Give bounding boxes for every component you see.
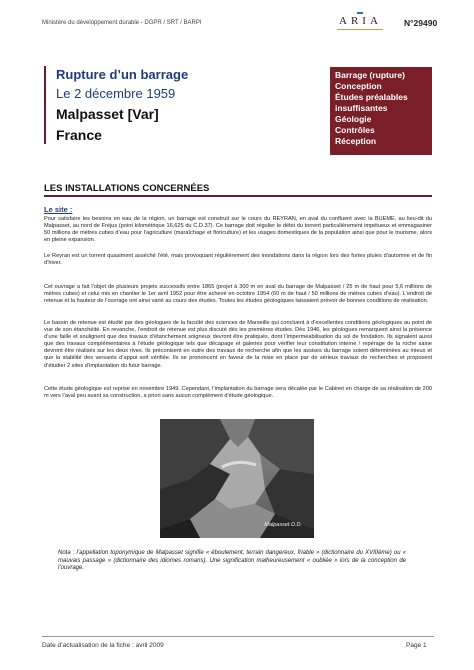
- aria-logo: [331, 12, 389, 36]
- page-number: Page 1: [406, 642, 427, 649]
- event-date: Le 2 décembre 1959: [56, 86, 176, 101]
- paragraph-site-description: Pour satisfaire les besoins en eau de la région, un barrage est construit sur le cours du REYRAN, en aval du confluent avec la BUEME, au lieu-dit du Malpasset, au nord de Fréjus (point kilométrique 16,625 du C.D.37). Ce barrage doit régulier le débit du torrent particulièrement impétueux et emmagasiner 50 millions de mètres cubes d’eau pour l’agriculture (maraîchage et floriculture) et les usages domestiques de la population ainsi que pour le tourisme, alors en pleine expansion.: [44, 216, 432, 244]
- keyword-item: Barrage (rupture): [335, 70, 405, 80]
- dam-photo: [160, 419, 314, 538]
- paragraph-study-1949: Cette étude géologique est reprise en novembre 1949. Cependant, l’implantation du barrage sera décalée par le Cabinet en charge de sa réalisation de 200 m vers l’aval peu avant sa construction, a priori sans aucun complément d’étude géologique.: [44, 386, 432, 400]
- section-divider: [44, 195, 432, 197]
- keyword-item: Géologie: [335, 114, 372, 124]
- update-date: Date d’actualisation de la fiche : avril 2009: [42, 642, 164, 649]
- keyword-item: Études préalables: [335, 92, 408, 102]
- event-title: Rupture d’un barrage: [56, 67, 189, 82]
- section-title: LES INSTALLATIONS CONCERNÉES: [44, 183, 210, 194]
- keyword-item: Conception: [335, 81, 382, 91]
- paragraph-reyran: Le Reyran est un torrent quasiment asséché l’été, mais provoquant régulièrement des inondations dans la région lors des fortes pluies d’automne et de fin d’hiver.: [44, 253, 432, 267]
- logo-underline: [337, 29, 383, 33]
- logo-accent-mark: [357, 12, 363, 14]
- keyword-item: insuffisantes: [335, 103, 388, 113]
- keywords-box: [330, 67, 432, 155]
- footer-divider: [42, 636, 434, 637]
- paragraph-geology: Le bassin de retenue est étudié par des géologues de la faculté des sciences de Marseille qui concluent à d’excellentes conditions géologiques au point de vue de son étanchéité. En revanche, l’endroit de retenue est plus discuté dès les premières études. Dès 1946, les géologues remarquent ainsi la présence d’une faille et soulignent que des travaux d’étanchement soigneux devront être pratiqués, dont l’imperméabilisation du sol de fondation. Ils signalent aussi que des travaux complémentaires à l’étude géologique tels que décapage et galeries pour vérifier leur constitution interne / repérage de la roche saine devront être réalisés sur les deux rives. Ils préconisent en outre des travaux de recherche afin que les assises du barrage soient déterminées au mieux et que la stabilité des versants d’appui soit vérifiée. Ils se prononcent en faveur de la mise en place par de sérieux travaux de recherches et proposent d’étudier 2 sites d’implantation du futur barrage.: [44, 320, 432, 369]
- keyword-item: Réception: [335, 136, 377, 146]
- event-location: Malpasset [Var]: [56, 106, 159, 122]
- document-number: N°29490: [404, 18, 438, 28]
- paragraph-projects: Cet ouvrage a fait l’objet de plusieurs projets successifs entre 1865 (projet à 300 m en aval du barrage de Malpasset / 25 m de haut pour 5,6 millions de mètres cubes) et celui mis en chantier le 1er avril 1952 pour être achevé en octobre 1954 (60 m de haut / 50 millions de mètres cubes d’eau). L’endroit de retenue et la hauteur de l’ouvrage ont ainsi varié au cours des études. Toutes les études géologiques laissaient prévoir de bonnes conditions de réalisation.: [44, 284, 432, 305]
- photo-caption: Malpasset D.D.: [264, 522, 302, 528]
- event-country: France: [56, 127, 102, 143]
- logo-text: ARIA: [339, 15, 382, 27]
- site-heading: Le site :: [44, 205, 73, 214]
- ministry-header: Ministère du développement durable - DGPR / SRT / BARPI: [42, 20, 202, 26]
- toponymy-note: Nota : l’appellation toponymique de Malpasset signifie « éboulement, terrain dangereux, friable » (dictionnaire du XVIIIème) ou « mauvais passage » (dictionnaire des idiomes romans). Une signification malheureusement « oubliée » lors de la conception de l’ouvrage.: [58, 550, 406, 572]
- dam-photo-image: [160, 419, 314, 538]
- keyword-item: Contrôles: [335, 125, 375, 135]
- title-block: [44, 66, 296, 144]
